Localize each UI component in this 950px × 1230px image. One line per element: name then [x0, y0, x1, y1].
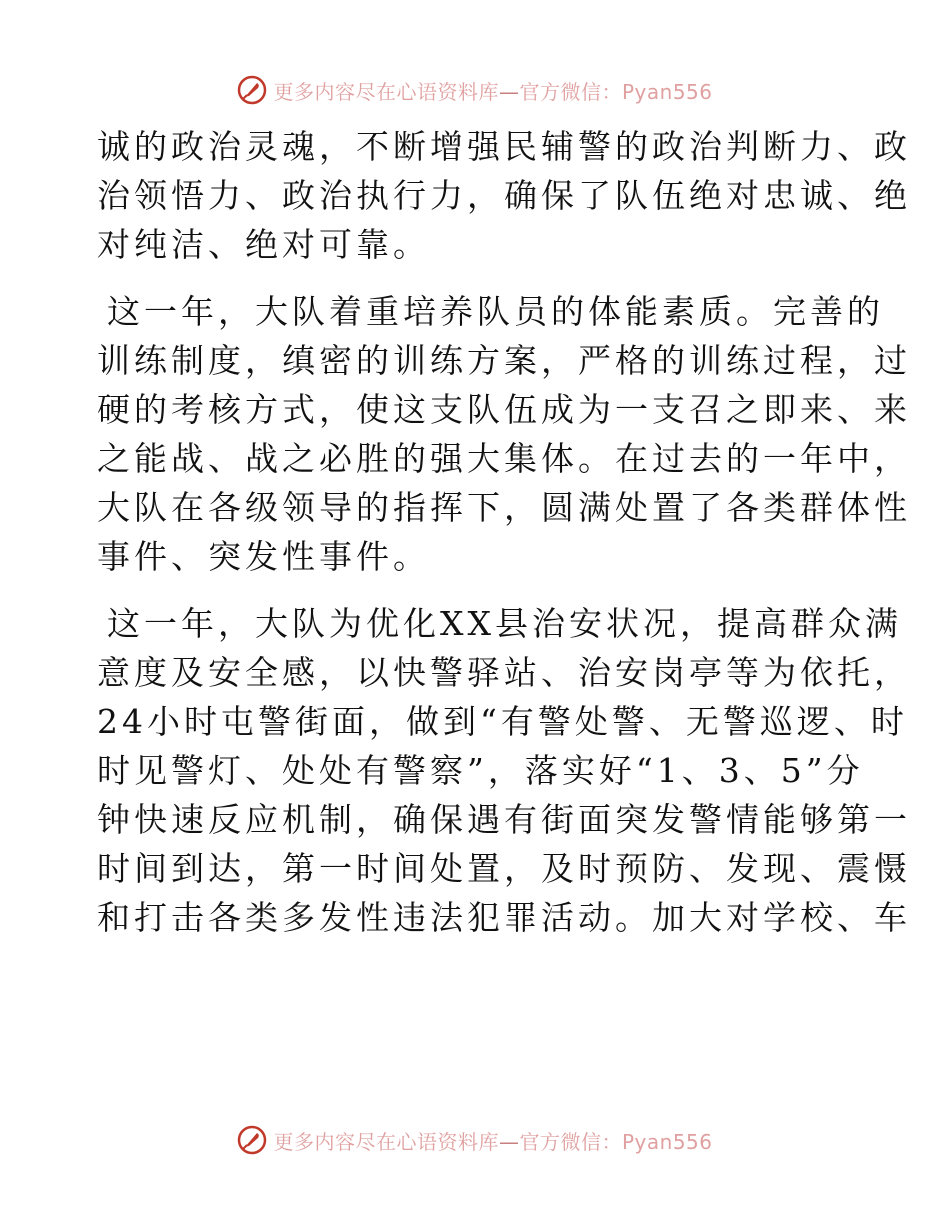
- paragraph-line: 之能战、战之必胜的强大集体。在过去的一年中，: [97, 439, 911, 478]
- paragraph-line: 硬的考核方式，使这支队伍成为一支召之即来、来: [97, 390, 911, 429]
- watermark-separator: —: [498, 79, 520, 104]
- paragraph-line: 时间到达，第一时间处置，及时预防、发现、震慑: [97, 849, 911, 888]
- header-watermark: [0, 70, 950, 110]
- paragraph-line: 对纯洁、绝对可靠。: [97, 225, 430, 264]
- paragraph-line: 和打击各类多发性违法犯罪活动。加大对学校、车: [97, 898, 911, 937]
- paragraph-line: 24小时屯警街面，做到“有警处警、无警巡逻、时: [97, 702, 908, 741]
- watermark-brand: 更多内容尽在心语资料库: [273, 1129, 499, 1154]
- watermark-text: [273, 1126, 712, 1155]
- paragraph-line: 训练制度，缜密的训练方案，严格的训练过程，过: [97, 341, 911, 380]
- footer-watermark: [0, 1120, 950, 1160]
- paragraph-line: 大队在各级领导的指挥下，圆满处置了各类群体性: [97, 488, 911, 527]
- watermark-text: [273, 76, 712, 105]
- paragraph-2: [97, 287, 911, 581]
- watermark-brand: 更多内容尽在心语资料库: [273, 79, 499, 104]
- feather-pen-logo-icon: [237, 1125, 267, 1155]
- watermark-id: Pyan556: [621, 1129, 713, 1154]
- paragraph-line: 钟快速反应机制，确保遇有街面突发警情能够第一: [97, 800, 911, 839]
- watermark-id: Pyan556: [621, 79, 713, 104]
- paragraph-line: 事件、突发性事件。: [97, 537, 430, 576]
- watermark-official: 官方微信：: [519, 1129, 622, 1154]
- paragraph-3: [97, 599, 911, 942]
- paragraph-line: 治领悟力、政治执行力，确保了队伍绝对忠诚、绝: [97, 176, 911, 215]
- watermark-separator: —: [498, 1129, 520, 1154]
- paragraph-line: 诚的政治灵魂，不断增强民辅警的政治判断力、政: [97, 127, 911, 166]
- feather-pen-logo-icon: [237, 75, 267, 105]
- watermark-official: 官方微信：: [519, 79, 622, 104]
- paragraph-line: 意度及安全感，以快警驿站、治安岗亭等为依托，: [97, 653, 911, 692]
- paragraph-1: [97, 122, 911, 269]
- paragraph-line: 这一年，大队着重培养队员的体能素质。完善的: [107, 292, 884, 331]
- paragraph-line: 时见警灯、处处有警察”，落实好“1、3、5”分: [97, 751, 864, 790]
- document-body: [97, 122, 911, 960]
- paragraph-line: 这一年，大队为优化XX县治安状况，提高群众满: [107, 604, 902, 643]
